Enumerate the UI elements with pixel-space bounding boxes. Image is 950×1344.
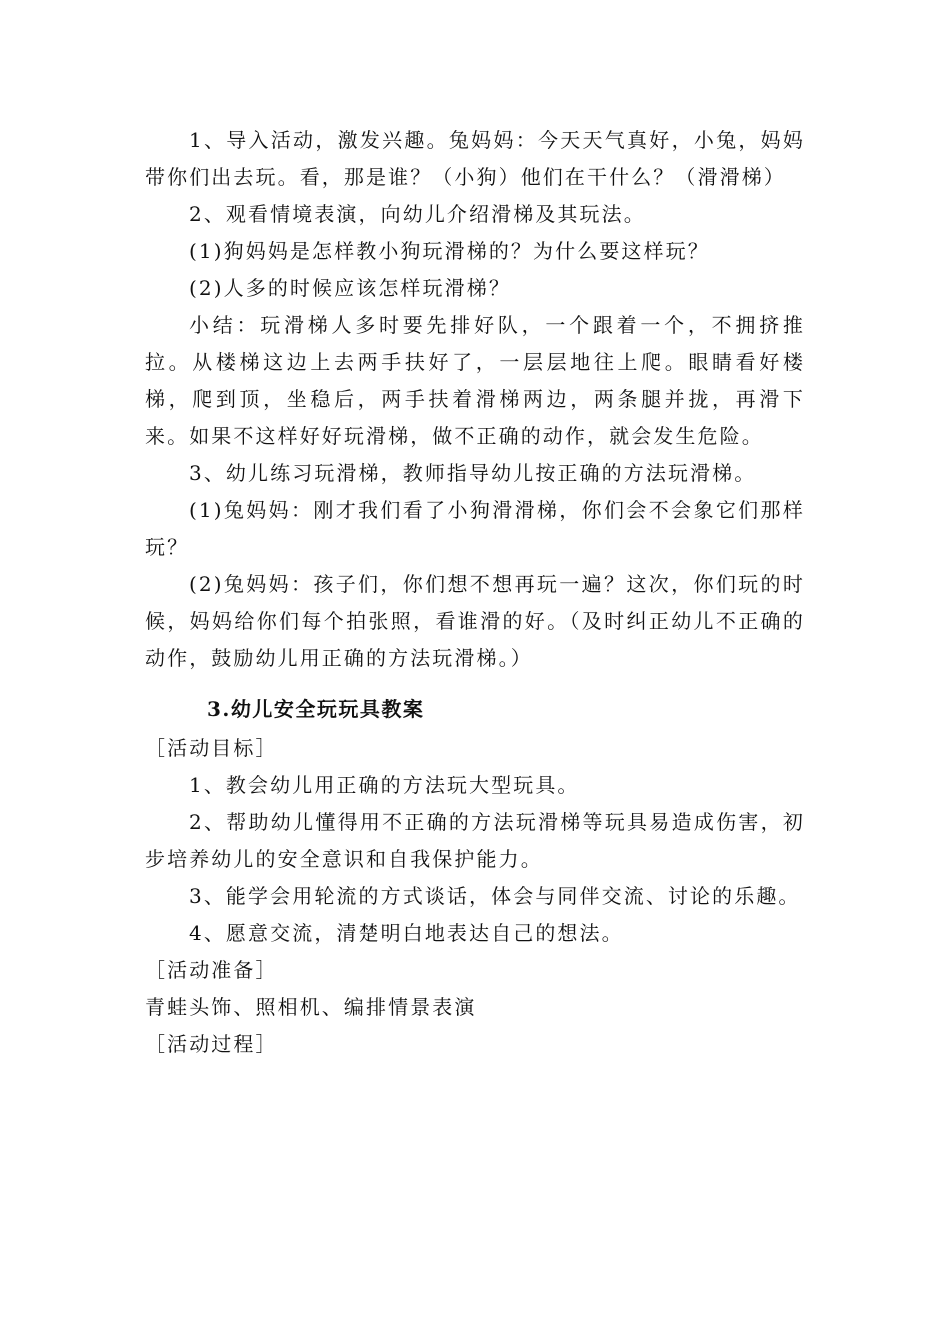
- paragraph-summary: 小结：玩滑梯人多时要先排好队，一个跟着一个，不拥挤推拉。从楼梯这边上去两手扶好了，一层层地往上爬。眼睛看好楼梯，爬到顶，坐稳后，两手扶着滑梯两边，两条腿并拢，再滑下来。如果不这样好好玩滑梯，做不正确的动作，就会发生危险。: [145, 313, 805, 448]
- goal-item: 3、能学会用轮流的方式谈话，体会与同伴交流、讨论的乐趣。: [189, 884, 801, 908]
- process-label: ［活动过程］: [145, 1032, 278, 1056]
- prep-label: ［活动准备］: [145, 958, 278, 982]
- goals-label: ［活动目标］: [145, 736, 278, 760]
- prep-text: 青蛙头饰、照相机、编排情景表演: [145, 995, 477, 1019]
- goal-item: 4、愿意交流，清楚明白地表达自己的想法。: [189, 921, 624, 945]
- paragraph-practice-2: (2)兔妈妈：孩子们，你们想不想再玩一遍？这次，你们玩的时候，妈妈给你们每个拍张照，看谁滑的好。（及时纠正幼儿不正确的动作，鼓励幼儿用正确的方法玩滑梯。）: [145, 572, 805, 670]
- paragraph-intro-activity: 1、导入活动，激发兴趣。兔妈妈：今天天气真好，小兔，妈妈带你们出去玩。看，那是谁？（小狗）他们在干什么？（滑滑梯）: [145, 128, 805, 189]
- section-heading: 3.幼儿安全玩玩具教案: [207, 697, 425, 721]
- paragraph-question-2: (2)人多的时候应该怎样玩滑梯？: [189, 276, 511, 300]
- paragraph-practice-1: (1)兔妈妈：刚才我们看了小狗滑滑梯，你们会不会象它们那样玩？: [145, 498, 805, 559]
- document-body: [145, 122, 805, 1063]
- paragraph-practice: 3、幼儿练习玩滑梯，教师指导幼儿按正确的方法玩滑梯。: [189, 461, 757, 485]
- paragraph-question-1: (1)狗妈妈是怎样教小狗玩滑梯的？为什么要这样玩？: [189, 239, 710, 263]
- goal-item: 1、教会幼儿用正确的方法玩大型玩具。: [189, 773, 580, 797]
- paragraph-watch-performance: 2、观看情境表演，向幼儿介绍滑梯及其玩法。: [189, 202, 646, 226]
- goal-item: 2、帮助幼儿懂得用不正确的方法玩滑梯等玩具易造成伤害，初步培养幼儿的安全意识和自我保护能力。: [145, 810, 805, 871]
